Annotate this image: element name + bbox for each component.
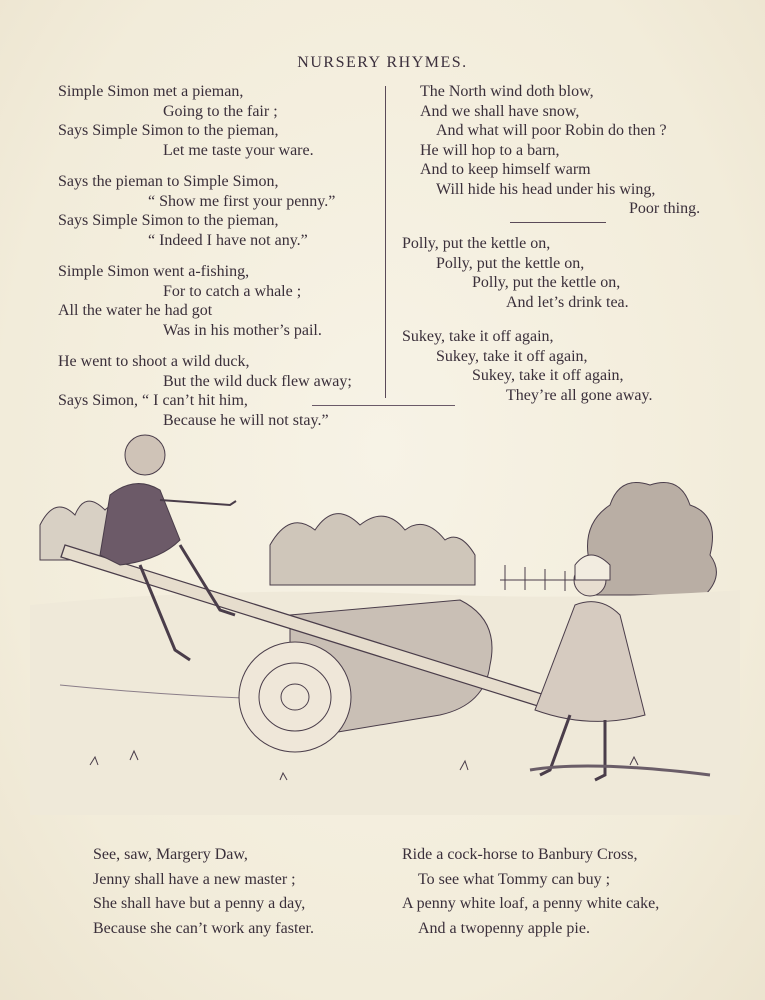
- poem-line: And we shall have snow,: [420, 102, 580, 120]
- stanza: [58, 82, 378, 160]
- poem-line: They’re all gone away.: [506, 386, 653, 404]
- poem-line: Sukey, take it off again,: [436, 347, 588, 365]
- poem-line: And a twopenny apple pie.: [418, 919, 590, 937]
- poem-line: She shall have but a penny a day,: [93, 895, 306, 912]
- poem-line: For to catch a whale ;: [163, 282, 302, 300]
- stanza: [58, 262, 378, 340]
- column-divider: [385, 86, 386, 398]
- poem-line: Sukey, take it off again,: [472, 367, 624, 384]
- section-divider: [510, 222, 606, 223]
- seesaw-illustration: [30, 415, 740, 815]
- poem-line: See, saw, Margery Daw,: [93, 846, 248, 863]
- poem-line: Will hide his head under his wing,: [436, 180, 656, 198]
- page-header: NURSERY RHYMES.: [297, 54, 468, 71]
- poem-line: He will hop to a barn,: [420, 141, 560, 159]
- poem-line: Jenny shall have a new master ;: [93, 870, 296, 888]
- stanza: [402, 234, 732, 312]
- girl-left-arm: [160, 500, 236, 505]
- poem-line: “ Indeed I have not any.”: [148, 231, 308, 249]
- poem-line: But the wild duck flew away;: [163, 372, 352, 390]
- poem-line: Says the pieman to Simple Simon,: [58, 173, 279, 190]
- poem-line: “ Show me first your penny.”: [148, 192, 336, 210]
- polly-poem: [402, 234, 732, 417]
- poem-line: Because he will not stay.”: [163, 411, 329, 429]
- poem-line: And let’s drink tea.: [506, 293, 629, 311]
- poem-line: Ride a cock-horse to Banbury Cross,: [402, 846, 638, 863]
- poem-line: Says Simple Simon to the pieman,: [58, 212, 279, 229]
- stanza: [58, 172, 378, 250]
- bushes-middle: [270, 514, 475, 585]
- seesaw-poem: [93, 843, 383, 941]
- poem-line: Says Simon, “ I can’t hit him,: [58, 392, 248, 409]
- poem-line: A penny white loaf, a penny white cake,: [402, 895, 660, 912]
- section-divider: [312, 405, 455, 406]
- stanza: [402, 327, 732, 405]
- north-wind-poem: [402, 82, 732, 219]
- girl-left-head: [125, 435, 165, 475]
- log-end: [239, 642, 351, 752]
- poem-line: Simple Simon went a-fishing,: [58, 263, 250, 280]
- poem-line: And to keep himself warm: [420, 161, 591, 178]
- girl-left-body: [100, 484, 180, 565]
- poem-line: Poor thing.: [629, 200, 701, 217]
- poem-line: Simple Simon met a pieman,: [58, 83, 244, 100]
- poem-line: Polly, put the kettle on,: [472, 274, 621, 291]
- poem-line: Was in his mother’s pail.: [163, 321, 322, 339]
- poem-line: All the water he had got: [58, 302, 213, 319]
- poem-line: Says Simple Simon to the pieman,: [58, 122, 279, 139]
- poem-line: He went to shoot a wild duck,: [58, 353, 250, 370]
- banbury-poem: [402, 843, 732, 941]
- simple-simon-poem: [58, 82, 378, 442]
- poem-line: The North wind doth blow,: [420, 83, 594, 100]
- poem-line: Polly, put the kettle on,: [436, 254, 585, 272]
- poem-line: Going to the fair ;: [163, 102, 278, 120]
- poem-line: Let me taste your ware.: [163, 141, 314, 159]
- poem-line: Polly, put the kettle on,: [402, 235, 551, 252]
- poem-line: Because she can’t work any faster.: [93, 919, 314, 937]
- poem-line: And what will poor Robin do then ?: [436, 122, 667, 139]
- poem-line: Sukey, take it off again,: [402, 328, 554, 345]
- poem-line: To see what Tommy can buy ;: [418, 870, 611, 888]
